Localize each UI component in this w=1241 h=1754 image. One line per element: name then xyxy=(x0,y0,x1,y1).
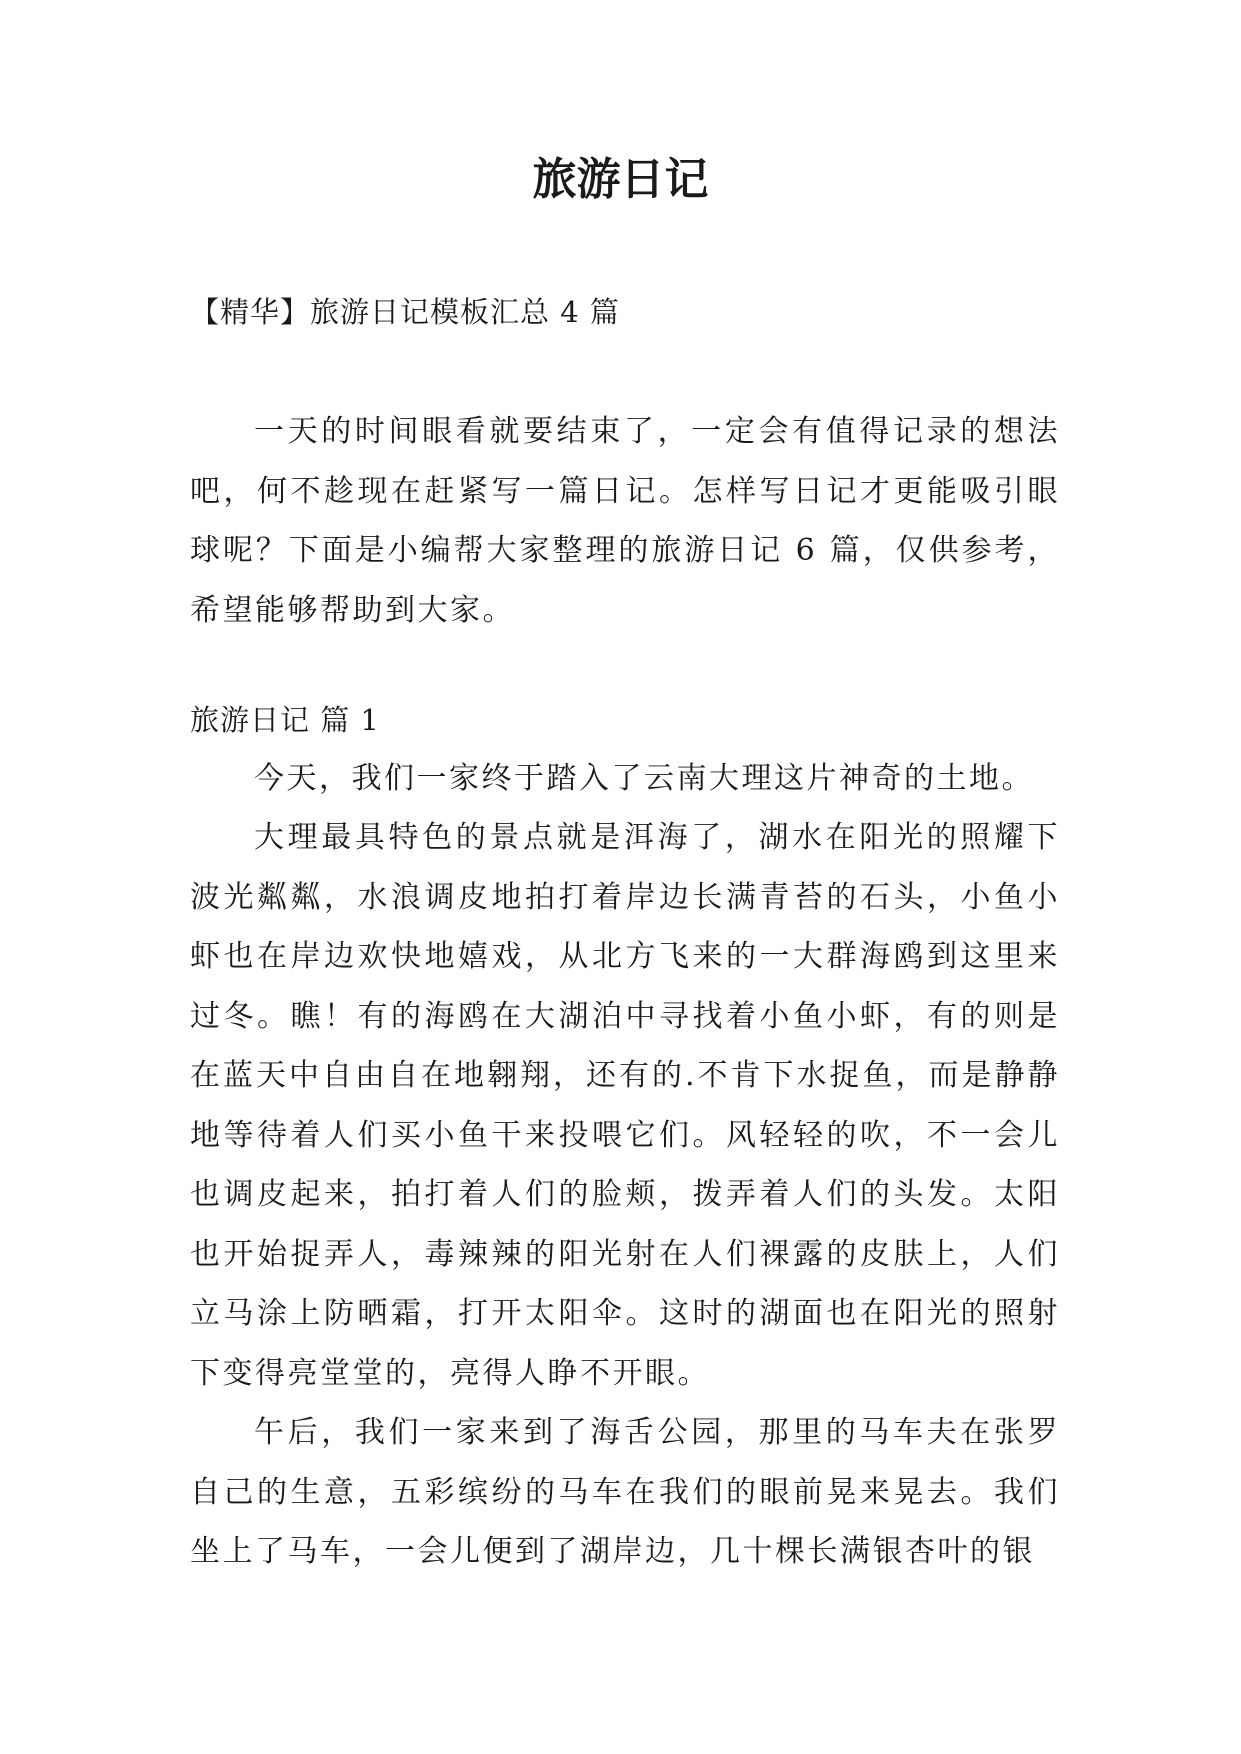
body-paragraph-1: 今天，我们一家终于踏入了云南大理这片神奇的土地。 xyxy=(254,761,1034,796)
document-title: 旅游日记 xyxy=(532,154,709,205)
intro-paragraph: 一天的时间眼看就要结束了，一定会有值得记录的想法吧，何不趁现在赶紧写一篇日记。怎样写日记才更能吸引眼球呢？下面是小编帮大家整理的旅游日记 6 篇，仅供参考，希望能够帮助到大家。 xyxy=(190,414,1060,628)
body-paragraph-2: 大理最具特色的景点就是洱海了，湖水在阳光的照耀下波光粼粼，水浪调皮地拍打着岸边长满青苔的石头，小鱼小虾也在岸边欢快地嬉戏，从北方飞来的一大群海鸥到这里来过冬。瞧！有的海鸥在大湖泊中寻找着小鱼小虾，有的则是在蓝天中自由自在地翱翔，还有的.不肯下水捉鱼，而是静静地等待着人们买小鱼干来投喂它们。风轻轻的吹，不一会儿也调皮起来，拍打着人们的脸颊，拨弄着人们的头发。太阳也开始捉弄人，毒辣辣的阳光射在人们裸露的皮肤上，人们立马涂上防晒霜，打开太阳伞。这时的湖面也在阳光的照射下变得亮堂堂的，亮得人睁不开眼。 xyxy=(190,820,1060,1391)
document-subtitle: 【精华】旅游日记模板汇总 4 篇 xyxy=(190,295,620,329)
section-heading: 旅游日记 篇 1 xyxy=(190,703,380,737)
body-paragraph-3: 午后，我们一家来到了海舌公园，那里的马车夫在张罗自己的生意，五彩缤纷的马车在我们的眼前晃来晃去。我们坐上了马车，一会儿便到了湖岸边，几十棵长满银杏叶的银 xyxy=(190,1415,1060,1569)
